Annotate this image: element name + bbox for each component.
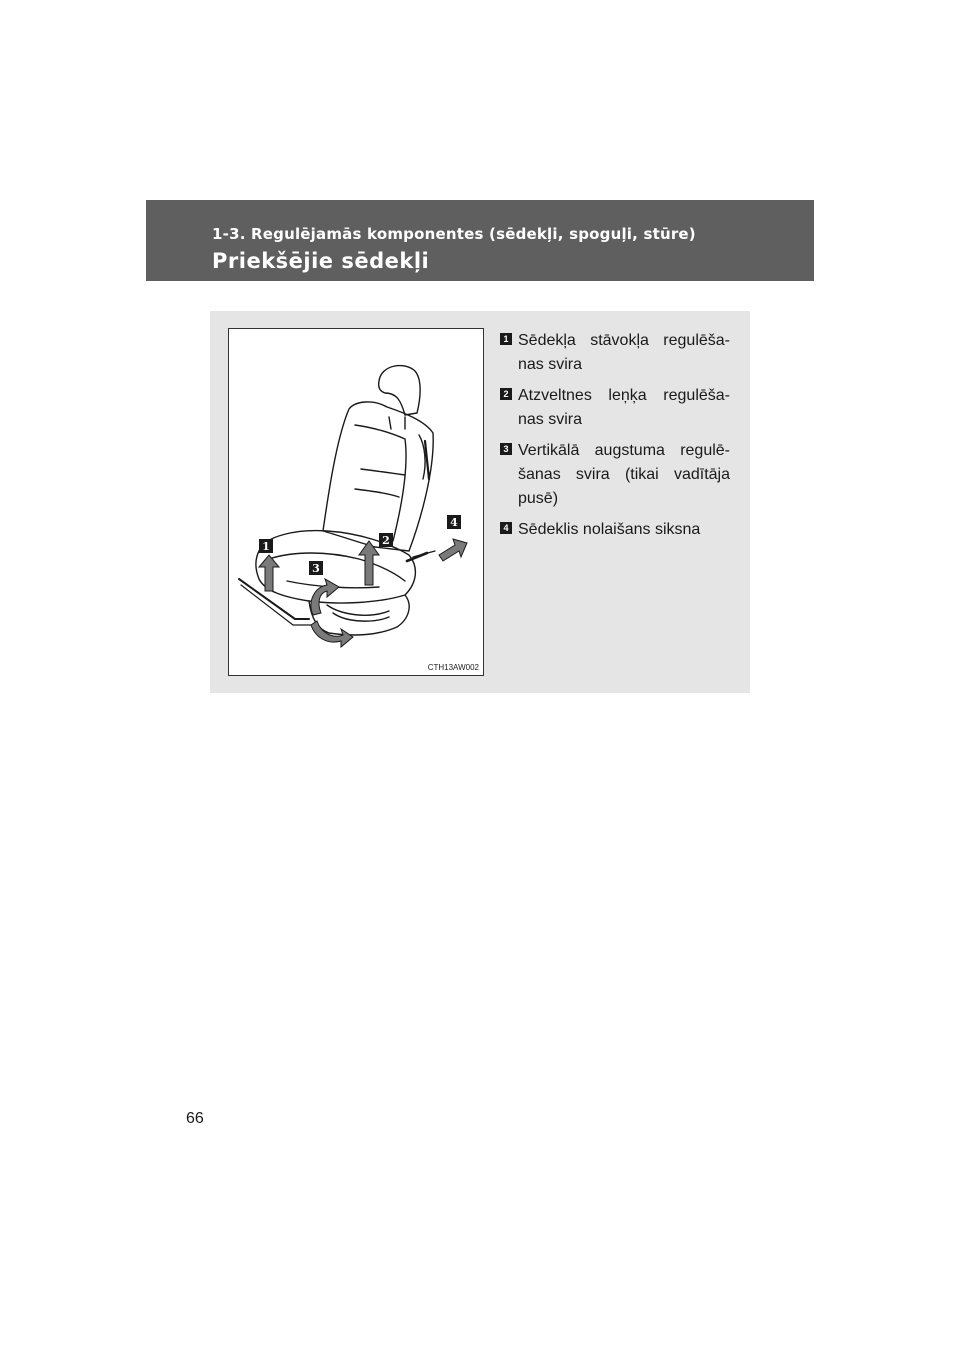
seat-illustration (228, 328, 484, 676)
legend-number-badge: 1 (500, 333, 512, 345)
callout-3: 3 (312, 562, 320, 575)
legend-text: Sēdekļa stāvokļa regulēša-nas svira (518, 332, 730, 373)
legend-item (500, 518, 730, 542)
legend-item (500, 439, 730, 511)
legend-text: Vertikālā augstuma regulē-šanas svira (tikai vadītāja pusē) (518, 442, 730, 507)
legend-text: Atzveltnes leņķa regulēša-nas svira (518, 387, 730, 428)
page-number: 66 (186, 1110, 204, 1127)
legend-list (500, 329, 730, 549)
legend-item (500, 384, 730, 432)
callout-1: 1 (262, 540, 270, 553)
illustration-panel (210, 311, 750, 693)
legend-number-badge: 4 (500, 522, 512, 534)
seat-drawing (229, 329, 483, 675)
legend-item (500, 329, 730, 377)
figure-code: CTH13AW002 (427, 663, 479, 672)
legend-text: Sēdeklis nolaišans siksna (518, 521, 701, 538)
callout-2: 2 (382, 534, 390, 547)
section-header (146, 200, 814, 281)
legend-number-badge: 2 (500, 388, 512, 400)
section-title: 1-3. Regulējamās komponentes (sēdekļi, spoguļi, stūre) (212, 225, 696, 243)
page-title: Priekšējie sēdekļi (212, 249, 430, 273)
legend-number-badge: 3 (500, 443, 512, 455)
callout-4: 4 (450, 516, 458, 529)
